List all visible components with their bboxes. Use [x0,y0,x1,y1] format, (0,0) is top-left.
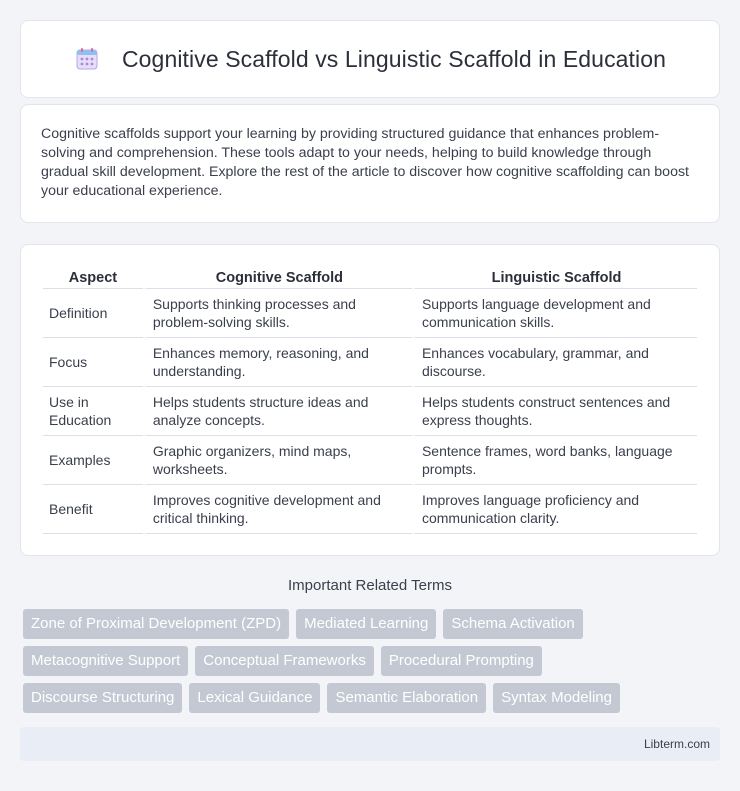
cognitive-cell: Supports thinking processes and problem-solving skills. [143,289,412,338]
tag-row [23,609,723,639]
comparison-table-card [20,244,720,556]
table-row [43,289,697,338]
linguistic-cell: Enhances vocabulary, grammar, and discourse. [412,338,697,387]
table-row [43,436,697,485]
related-term-tag[interactable]: Metacognitive Support [23,646,188,676]
related-term-tag[interactable]: Procedural Prompting [381,646,542,676]
cognitive-cell: Graphic organizers, mind maps, worksheets. [143,436,412,485]
linguistic-cell: Supports language development and communication skills. [412,289,697,338]
related-term-tag[interactable]: Syntax Modeling [493,683,620,713]
linguistic-cell: Improves language proficiency and communication clarity. [412,485,697,534]
row-aspect-cell: Definition [43,289,143,338]
cognitive-cell: Enhances memory, reasoning, and understanding. [143,338,412,387]
related-terms-title: Important Related Terms [288,577,452,594]
related-term-tag[interactable]: Semantic Elaboration [327,683,486,713]
column-header-cognitive: Cognitive Scaffold [143,265,412,289]
column-header-aspect: Aspect [43,265,143,289]
tag-row [23,683,723,713]
table-row [43,338,697,387]
related-term-tag[interactable]: Mediated Learning [296,609,436,639]
comparison-table [43,265,697,534]
cognitive-cell: Helps students structure ideas and analyze concepts. [143,387,412,436]
cognitive-cell: Improves cognitive development and critical thinking. [143,485,412,534]
row-aspect-cell: Use in Education [43,387,143,436]
column-header-linguistic: Linguistic Scaffold [412,265,697,289]
row-aspect-cell: Examples [43,436,143,485]
related-term-tag[interactable]: Discourse Structuring [23,683,182,713]
related-term-tag[interactable]: Conceptual Frameworks [195,646,374,676]
page-title: Cognitive Scaffold vs Linguistic Scaffold in Education [121,45,667,72]
footer-bar [20,727,720,761]
related-term-tag[interactable]: Lexical Guidance [189,683,320,713]
row-aspect-cell: Focus [43,338,143,387]
linguistic-cell: Helps students construct sentences and express thoughts. [412,387,697,436]
table-row [43,387,697,436]
header-card [20,20,720,98]
intro-paragraph: Cognitive scaffolds support your learning by providing structured guidance that enhances problem-solving and comprehension. These tools adapt to your needs, helping to build knowledge through gradual skill development. Explore the rest of the article to discover how cognitive scaffolding can boost your educational experience. [41,126,689,199]
row-aspect-cell: Benefit [43,485,143,534]
footer-site-link[interactable]: Libterm.com [643,737,710,751]
linguistic-cell: Sentence frames, word banks, language prompts. [412,436,697,485]
calendar-grid-icon [74,46,100,72]
related-term-tag[interactable]: Schema Activation [443,609,582,639]
tag-row [23,646,723,676]
table-header-row [43,265,697,289]
intro-card [20,104,720,223]
related-terms-list [23,609,723,720]
table-row [43,485,697,534]
related-term-tag[interactable]: Zone of Proximal Development (ZPD) [23,609,289,639]
